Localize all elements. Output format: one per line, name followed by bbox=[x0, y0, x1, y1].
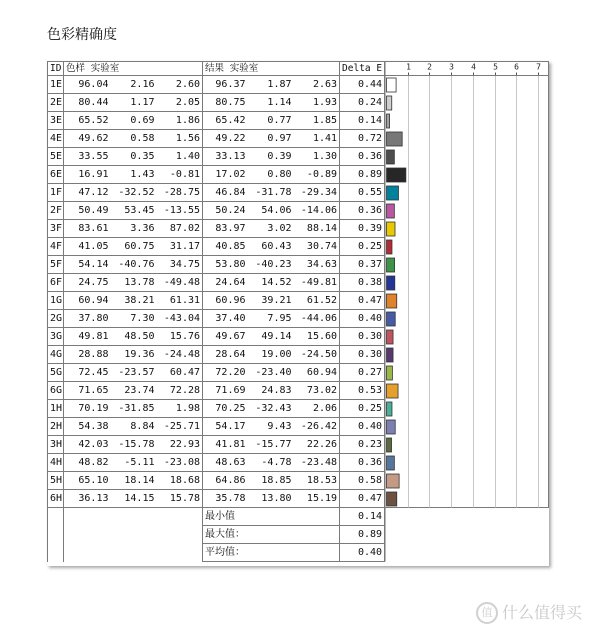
row-id: 1E bbox=[48, 76, 64, 94]
sample-l: 47.12 bbox=[64, 184, 111, 202]
sample-l: 49.81 bbox=[64, 328, 111, 346]
summary-label: 平均值： bbox=[203, 544, 340, 562]
sample-b: 1.56 bbox=[157, 130, 203, 148]
result-a: 9.43 bbox=[248, 418, 294, 436]
result-a: 1.14 bbox=[248, 94, 294, 112]
result-a: 1.87 bbox=[248, 76, 294, 94]
bar-5H bbox=[387, 474, 400, 488]
row-id: 2H bbox=[48, 418, 64, 436]
result-l: 54.17 bbox=[203, 418, 248, 436]
delta-e-value: 0.27 bbox=[340, 364, 385, 382]
row-id: 3H bbox=[48, 436, 64, 454]
result-b: 15.19 bbox=[294, 490, 340, 508]
header-id: ID bbox=[48, 62, 64, 76]
row-id: 6G bbox=[48, 382, 64, 400]
bar-1G bbox=[387, 294, 397, 308]
bar-4F bbox=[387, 240, 392, 254]
bar-5E bbox=[387, 150, 395, 164]
result-l: 65.42 bbox=[203, 112, 248, 130]
sample-a: 23.74 bbox=[111, 382, 157, 400]
result-a: 13.80 bbox=[248, 490, 294, 508]
result-b: 1.85 bbox=[294, 112, 340, 130]
result-l: 71.69 bbox=[203, 382, 248, 400]
result-l: 28.64 bbox=[203, 346, 248, 364]
row-id: 1G bbox=[48, 292, 64, 310]
sample-b: 15.78 bbox=[157, 490, 203, 508]
result-l: 33.13 bbox=[203, 148, 248, 166]
sample-l: 41.05 bbox=[64, 238, 111, 256]
tick-label: 7 bbox=[536, 62, 541, 72]
result-b: -14.06 bbox=[294, 202, 340, 220]
sample-a: 14.15 bbox=[111, 490, 157, 508]
result-l: 64.86 bbox=[203, 472, 248, 490]
sample-l: 33.55 bbox=[64, 148, 111, 166]
delta-e-value: 0.53 bbox=[340, 382, 385, 400]
sample-a: 13.78 bbox=[111, 274, 157, 292]
result-a: 3.02 bbox=[248, 220, 294, 238]
result-a: -32.43 bbox=[248, 400, 294, 418]
sample-a: 19.36 bbox=[111, 346, 157, 364]
sample-b: -24.48 bbox=[157, 346, 203, 364]
result-l: 49.67 bbox=[203, 328, 248, 346]
result-b: -23.48 bbox=[294, 454, 340, 472]
delta-e-value: 0.89 bbox=[340, 166, 385, 184]
sample-b: -43.04 bbox=[157, 310, 203, 328]
sample-a: 0.35 bbox=[111, 148, 157, 166]
delta-e-value: 0.72 bbox=[340, 130, 385, 148]
result-a: 54.06 bbox=[248, 202, 294, 220]
bar-2H bbox=[387, 420, 396, 434]
sample-l: 42.03 bbox=[64, 436, 111, 454]
result-b: 1.30 bbox=[294, 148, 340, 166]
delta-e-value: 0.58 bbox=[340, 472, 385, 490]
row-id: 6H bbox=[48, 490, 64, 508]
sample-a: 38.21 bbox=[111, 292, 157, 310]
result-a: 14.52 bbox=[248, 274, 294, 292]
result-b: 34.63 bbox=[294, 256, 340, 274]
bar-2E bbox=[387, 96, 392, 110]
result-l: 72.20 bbox=[203, 364, 248, 382]
sample-l: 71.65 bbox=[64, 382, 111, 400]
row-id: 4F bbox=[48, 238, 64, 256]
sample-b: 31.17 bbox=[157, 238, 203, 256]
sample-b: 18.68 bbox=[157, 472, 203, 490]
result-b: 1.41 bbox=[294, 130, 340, 148]
delta-e-value: 0.44 bbox=[340, 76, 385, 94]
result-a: -40.23 bbox=[248, 256, 294, 274]
result-l: 40.85 bbox=[203, 238, 248, 256]
delta-e-value: 0.24 bbox=[340, 94, 385, 112]
result-l: 53.80 bbox=[203, 256, 248, 274]
delta-e-value: 0.55 bbox=[340, 184, 385, 202]
sample-l: 36.13 bbox=[64, 490, 111, 508]
row-id: 1H bbox=[48, 400, 64, 418]
sample-a: 53.45 bbox=[111, 202, 157, 220]
sample-l: 60.94 bbox=[64, 292, 111, 310]
chart-frame bbox=[385, 62, 548, 508]
sample-l: 50.49 bbox=[64, 202, 111, 220]
result-a: -23.40 bbox=[248, 364, 294, 382]
bar-4E bbox=[387, 132, 403, 146]
result-b: -0.89 bbox=[294, 166, 340, 184]
delta-e-value: 0.30 bbox=[340, 346, 385, 364]
result-a: 19.00 bbox=[248, 346, 294, 364]
sample-b: -25.71 bbox=[157, 418, 203, 436]
sample-a: -15.78 bbox=[111, 436, 157, 454]
result-l: 17.02 bbox=[203, 166, 248, 184]
header-result: 结果 实验室 bbox=[203, 62, 340, 76]
sample-b: 15.76 bbox=[157, 328, 203, 346]
sample-a: -32.52 bbox=[111, 184, 157, 202]
sample-a: 3.36 bbox=[111, 220, 157, 238]
sample-a: 8.84 bbox=[111, 418, 157, 436]
result-l: 41.81 bbox=[203, 436, 248, 454]
sample-l: 24.75 bbox=[64, 274, 111, 292]
sample-b: 72.28 bbox=[157, 382, 203, 400]
result-a: -4.78 bbox=[248, 454, 294, 472]
sample-b: -13.55 bbox=[157, 202, 203, 220]
bar-1E bbox=[387, 78, 397, 92]
bar-5G bbox=[387, 366, 393, 380]
sample-b: -49.48 bbox=[157, 274, 203, 292]
result-b: -29.34 bbox=[294, 184, 340, 202]
bar-2F bbox=[387, 204, 395, 218]
row-id: 3F bbox=[48, 220, 64, 238]
result-b: 30.74 bbox=[294, 238, 340, 256]
delta-e-value: 0.47 bbox=[340, 490, 385, 508]
row-id: 1F bbox=[48, 184, 64, 202]
header-sample: 色样 实验室 bbox=[64, 62, 203, 76]
result-l: 48.63 bbox=[203, 454, 248, 472]
sample-b: 2.05 bbox=[157, 94, 203, 112]
sample-b: 1.98 bbox=[157, 400, 203, 418]
sample-l: 54.38 bbox=[64, 418, 111, 436]
result-a: 0.77 bbox=[248, 112, 294, 130]
row-id: 2F bbox=[48, 202, 64, 220]
result-l: 35.78 bbox=[203, 490, 248, 508]
result-b: 61.52 bbox=[294, 292, 340, 310]
tick-label: 1 bbox=[406, 62, 411, 72]
result-l: 96.37 bbox=[203, 76, 248, 94]
bar-6F bbox=[387, 276, 395, 290]
tick-label: 5 bbox=[493, 62, 498, 72]
delta-e-value: 0.36 bbox=[340, 454, 385, 472]
delta-e-value: 0.25 bbox=[340, 238, 385, 256]
result-b: 88.14 bbox=[294, 220, 340, 238]
sample-l: 96.04 bbox=[64, 76, 111, 94]
result-b: 73.02 bbox=[294, 382, 340, 400]
result-a: 24.83 bbox=[248, 382, 294, 400]
row-id: 5E bbox=[48, 148, 64, 166]
delta-e-value: 0.36 bbox=[340, 202, 385, 220]
result-l: 49.22 bbox=[203, 130, 248, 148]
summary-label: 最小值 bbox=[203, 508, 340, 526]
result-l: 24.64 bbox=[203, 274, 248, 292]
watermark bbox=[476, 600, 582, 625]
result-l: 83.97 bbox=[203, 220, 248, 238]
watermark-icon: 值 bbox=[476, 602, 498, 624]
row-id: 4G bbox=[48, 346, 64, 364]
sample-l: 83.61 bbox=[64, 220, 111, 238]
sample-l: 37.80 bbox=[64, 310, 111, 328]
result-a: 49.14 bbox=[248, 328, 294, 346]
bar-6G bbox=[387, 384, 399, 398]
sample-b: -28.75 bbox=[157, 184, 203, 202]
delta-e-value: 0.40 bbox=[340, 310, 385, 328]
delta-e-value: 0.30 bbox=[340, 328, 385, 346]
sample-b: 22.93 bbox=[157, 436, 203, 454]
tick-label: 6 bbox=[514, 62, 519, 72]
result-b: 15.60 bbox=[294, 328, 340, 346]
summary-value: 0.40 bbox=[340, 544, 385, 562]
header-delta: Delta E bbox=[340, 62, 385, 76]
delta-e-value: 0.40 bbox=[340, 418, 385, 436]
sample-l: 48.82 bbox=[64, 454, 111, 472]
sample-l: 72.45 bbox=[64, 364, 111, 382]
result-a: 60.43 bbox=[248, 238, 294, 256]
sample-a: -40.76 bbox=[111, 256, 157, 274]
bar-3F bbox=[387, 222, 395, 236]
result-b: 22.26 bbox=[294, 436, 340, 454]
bar-4H bbox=[387, 456, 395, 470]
row-id: 3G bbox=[48, 328, 64, 346]
bar-3E bbox=[387, 114, 390, 128]
result-b: -44.06 bbox=[294, 310, 340, 328]
sample-a: -5.11 bbox=[111, 454, 157, 472]
sample-l: 65.52 bbox=[64, 112, 111, 130]
result-l: 50.24 bbox=[203, 202, 248, 220]
result-b: -49.81 bbox=[294, 274, 340, 292]
delta-e-value: 0.37 bbox=[340, 256, 385, 274]
result-l: 80.75 bbox=[203, 94, 248, 112]
bar-2G bbox=[387, 312, 396, 326]
row-id: 5H bbox=[48, 472, 64, 490]
result-b: 2.63 bbox=[294, 76, 340, 94]
sample-l: 65.10 bbox=[64, 472, 111, 490]
sample-a: 60.75 bbox=[111, 238, 157, 256]
delta-e-value: 0.14 bbox=[340, 112, 385, 130]
result-l: 70.25 bbox=[203, 400, 248, 418]
result-a: 39.21 bbox=[248, 292, 294, 310]
watermark-text: 什么值得买 bbox=[501, 602, 582, 622]
tick-label: 4 bbox=[471, 62, 476, 72]
bar-4G bbox=[387, 348, 394, 362]
row-id: 3E bbox=[48, 112, 64, 130]
result-a: 0.80 bbox=[248, 166, 294, 184]
result-b: -26.42 bbox=[294, 418, 340, 436]
page-title: 色彩精确度 bbox=[47, 27, 117, 43]
result-a: 7.95 bbox=[248, 310, 294, 328]
row-id: 4H bbox=[48, 454, 64, 472]
result-l: 37.40 bbox=[203, 310, 248, 328]
sample-b: 1.40 bbox=[157, 148, 203, 166]
result-a: -31.78 bbox=[248, 184, 294, 202]
sample-a: 0.69 bbox=[111, 112, 157, 130]
sample-l: 49.62 bbox=[64, 130, 111, 148]
tick-label: 2 bbox=[427, 62, 432, 72]
color-accuracy-sheet bbox=[47, 61, 549, 566]
sample-l: 16.91 bbox=[64, 166, 111, 184]
row-id: 2G bbox=[48, 310, 64, 328]
sample-a: 48.50 bbox=[111, 328, 157, 346]
delta-e-value: 0.38 bbox=[340, 274, 385, 292]
result-a: 18.85 bbox=[248, 472, 294, 490]
result-b: -24.50 bbox=[294, 346, 340, 364]
sample-l: 70.19 bbox=[64, 400, 111, 418]
tick-label: 3 bbox=[449, 62, 454, 72]
bar-1F bbox=[387, 186, 399, 200]
row-id: 6F bbox=[48, 274, 64, 292]
sample-a: -23.57 bbox=[111, 364, 157, 382]
sample-b: 61.31 bbox=[157, 292, 203, 310]
sample-l: 80.44 bbox=[64, 94, 111, 112]
delta-e-value: 0.36 bbox=[340, 148, 385, 166]
delta-e-value: 0.39 bbox=[340, 220, 385, 238]
row-id: 5G bbox=[48, 364, 64, 382]
row-id: 2E bbox=[48, 94, 64, 112]
sample-a: 1.43 bbox=[111, 166, 157, 184]
result-l: 60.96 bbox=[203, 292, 248, 310]
bar-3H bbox=[387, 438, 392, 452]
row-id: 5F bbox=[48, 256, 64, 274]
sample-l: 28.88 bbox=[64, 346, 111, 364]
sample-a: 0.58 bbox=[111, 130, 157, 148]
summary-label: 最大值： bbox=[203, 526, 340, 544]
sample-b: 60.47 bbox=[157, 364, 203, 382]
result-a: 0.97 bbox=[248, 130, 294, 148]
bar-6H bbox=[387, 492, 397, 506]
row-id: 6E bbox=[48, 166, 64, 184]
delta-e-value: 0.25 bbox=[340, 400, 385, 418]
result-b: 60.94 bbox=[294, 364, 340, 382]
summary-value: 0.14 bbox=[340, 508, 385, 526]
delta-e-value: 0.47 bbox=[340, 292, 385, 310]
sample-a: 1.17 bbox=[111, 94, 157, 112]
sample-a: 18.14 bbox=[111, 472, 157, 490]
sample-b: 87.02 bbox=[157, 220, 203, 238]
sample-b: 1.86 bbox=[157, 112, 203, 130]
result-a: 0.39 bbox=[248, 148, 294, 166]
result-l: 46.84 bbox=[203, 184, 248, 202]
sample-b: 2.60 bbox=[157, 76, 203, 94]
delta-e-value: 0.23 bbox=[340, 436, 385, 454]
result-a: -15.77 bbox=[248, 436, 294, 454]
sample-a: -31.85 bbox=[111, 400, 157, 418]
sample-a: 7.30 bbox=[111, 310, 157, 328]
result-b: 2.06 bbox=[294, 400, 340, 418]
row-id: 4E bbox=[48, 130, 64, 148]
sample-b: -0.81 bbox=[157, 166, 203, 184]
sample-b: -23.08 bbox=[157, 454, 203, 472]
delta-e-bar-chart bbox=[47, 61, 549, 566]
sample-l: 54.14 bbox=[64, 256, 111, 274]
result-b: 1.93 bbox=[294, 94, 340, 112]
bar-1H bbox=[387, 402, 392, 416]
sample-b: 34.75 bbox=[157, 256, 203, 274]
bar-3G bbox=[387, 330, 394, 344]
summary-value: 0.89 bbox=[340, 526, 385, 544]
bar-6E bbox=[387, 168, 406, 182]
result-b: 18.53 bbox=[294, 472, 340, 490]
sample-a: 2.16 bbox=[111, 76, 157, 94]
bar-5F bbox=[387, 258, 395, 272]
